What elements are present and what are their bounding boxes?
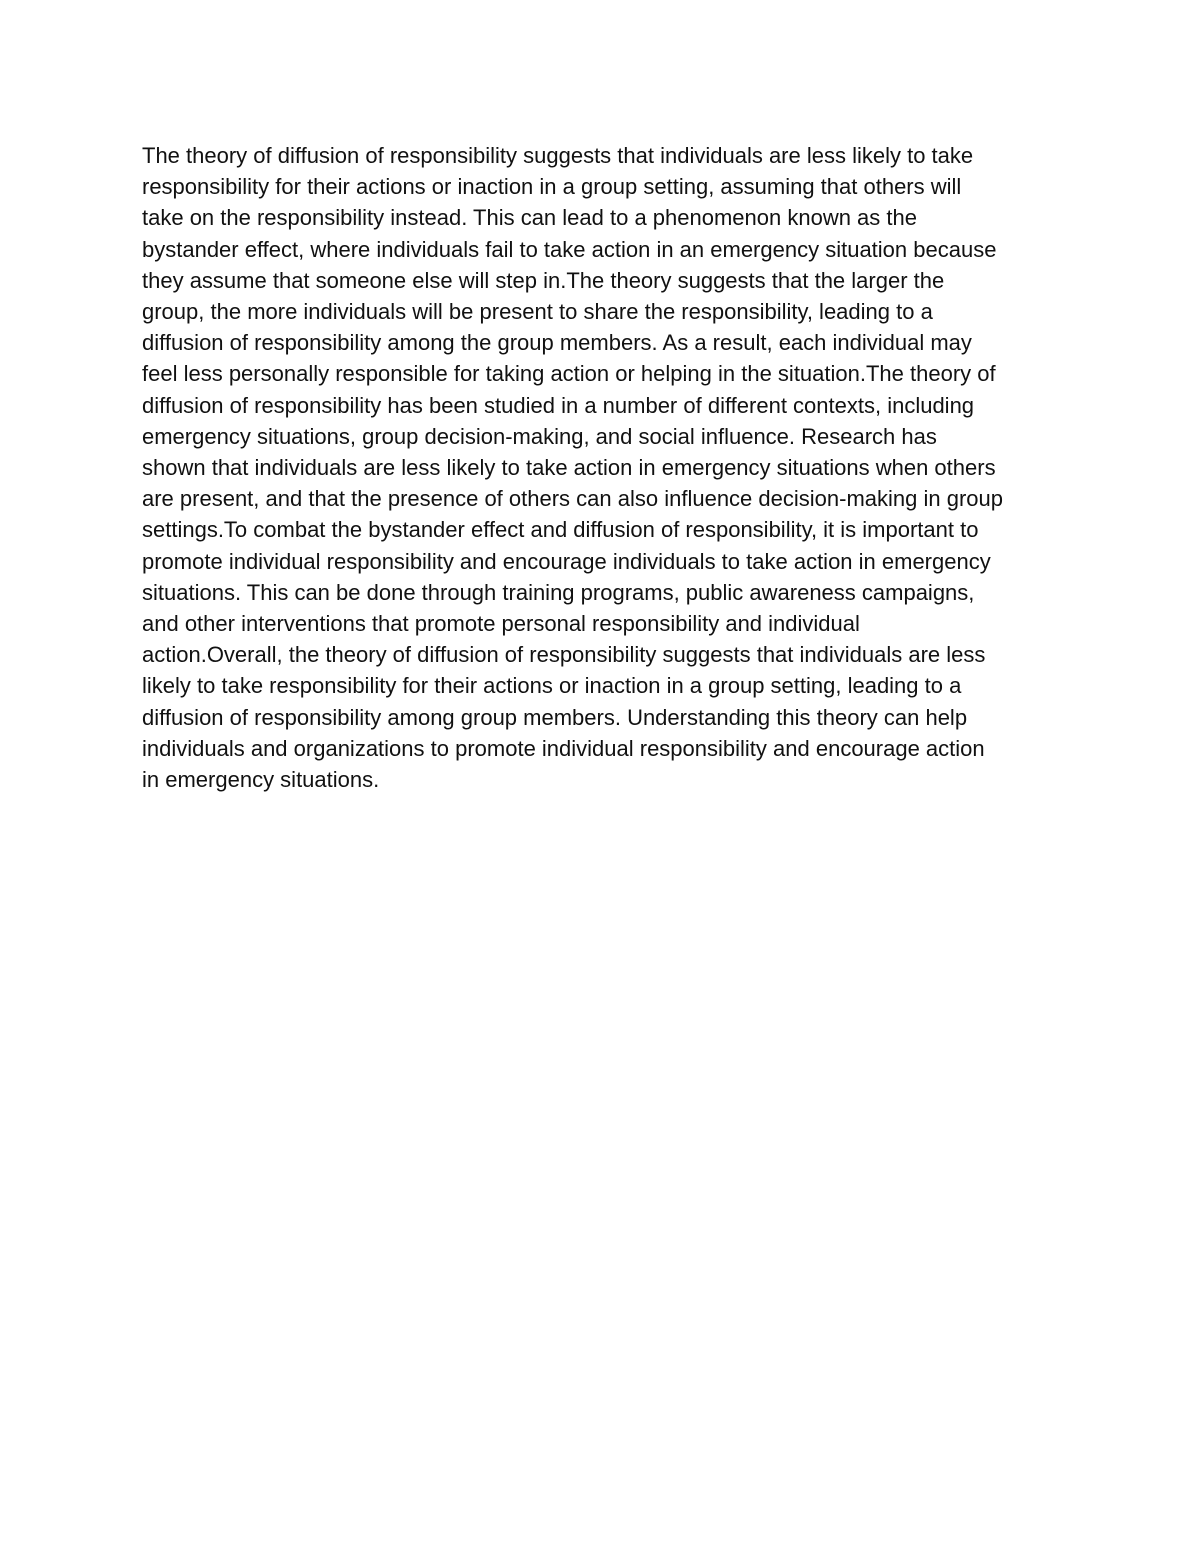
body-paragraph <box>142 140 1067 795</box>
paragraph-line: individuals and organizations to promote individual responsibility and encourage action <box>142 735 985 761</box>
paragraph-line: settings.To combat the bystander effect and diffusion of responsibility, it is important to <box>142 517 979 543</box>
paragraph-line: action.Overall, the theory of diffusion of responsibility suggests that individuals are less <box>142 642 986 668</box>
paragraph-line: feel less personally responsible for taking action or helping in the situation.The theory of <box>142 361 996 387</box>
paragraph-line: in emergency situations. <box>142 767 380 793</box>
paragraph-line: emergency situations, group decision-making, and social influence. Research has <box>142 423 937 449</box>
paragraph-line: The theory of diffusion of responsibility suggests that individuals are less likely to take <box>142 143 974 168</box>
paragraph-line: shown that individuals are less likely to take action in emergency situations when others <box>142 455 996 481</box>
paragraph-line: take on the responsibility instead. This can lead to a phenomenon known as the <box>142 205 917 231</box>
paragraph-line: likely to take responsibility for their actions or inaction in a group setting, leading to a <box>142 673 962 699</box>
paragraph-line: bystander effect, where individuals fail to take action in an emergency situation because <box>142 236 997 262</box>
paragraph-line: responsibility for their actions or inaction in a group setting, assuming that others will <box>142 174 962 200</box>
paragraph-line: are present, and that the presence of others can also influence decision-making in group <box>142 486 1003 512</box>
paragraph-line: diffusion of responsibility among the group members. As a result, each individual may <box>142 330 972 356</box>
paragraph-line: situations. This can be done through training programs, public awareness campaigns, <box>142 579 975 605</box>
paragraph-line: and other interventions that promote personal responsibility and individual <box>142 611 860 637</box>
paragraph-line: diffusion of responsibility among group members. Understanding this theory can help <box>142 704 968 730</box>
paragraph-line: they assume that someone else will step in.The theory suggests that the larger the <box>142 267 945 293</box>
paragraph-line: promote individual responsibility and encourage individuals to take action in emergency <box>142 548 991 574</box>
paragraph-line: group, the more individuals will be present to share the responsibility, leading to a <box>142 299 933 325</box>
paragraph-line: diffusion of responsibility has been studied in a number of different contexts, including <box>142 392 975 418</box>
